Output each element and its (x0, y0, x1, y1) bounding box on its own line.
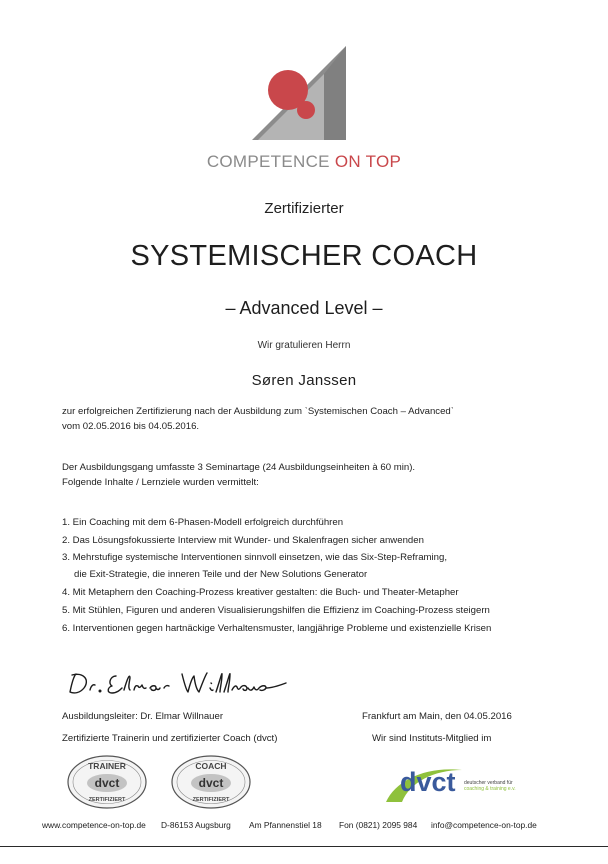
learning-goals-list (62, 514, 491, 638)
brand-part-1: COMPETENCE (206, 152, 335, 171)
certificate-level: – Advanced Level – (225, 298, 383, 318)
program-description (62, 460, 415, 490)
training-leader: Ausbildungsleiter: Dr. Elmar Willnauer (62, 711, 224, 722)
certificate-title: SYSTEMISCHER COACH (130, 240, 478, 272)
footer-website: www.competence-on-top.de (42, 820, 146, 830)
list-item: 5. Mit Stühlen, Figuren und anderen Visualisierungshilfen die Effizienz im Coaching-Prozess steigern (62, 605, 490, 616)
program-line-1: Der Ausbildungsgang umfasste 3 Seminartage (24 Ausbildungseinheiten à 60 min). (62, 462, 416, 473)
svg-text:dvct: dvct (400, 767, 456, 797)
coach-seal-icon (170, 754, 252, 810)
footer-email: info@competence-on-top.de (431, 820, 537, 830)
brand-name (0, 152, 608, 172)
svg-text:COACH: COACH (195, 761, 227, 771)
svg-text:deutscher verband für: deutscher verband für (464, 780, 513, 786)
statement-line-1: zur erfolgreichen Zertifizierung nach der Ausbildung zum ˋSystemischen Coach – Advancedˋ (62, 406, 454, 417)
list-item-continuation: die Exit-Strategie, die inneren Teile und der New Solutions Generator (74, 569, 368, 580)
svg-text:dvct: dvct (94, 776, 120, 790)
program-line-2: Folgende Inhalte / Lernziele wurden vermittelt: (62, 477, 259, 488)
svg-text:ZERTIFIZIERT: ZERTIFIZIERT (192, 797, 230, 803)
place-and-date: Frankfurt am Main, den 04.05.2016 (362, 711, 512, 722)
list-item: 2. Das Lösungsfokussierte Interview mit Wunder- und Skalenfragen sicher anwenden (62, 535, 424, 546)
competence-logo-icon (248, 44, 352, 142)
certificate-subhead: Zertifizierter (264, 200, 344, 217)
certification-statement (62, 404, 454, 434)
list-item: 4. Mit Metaphern den Coaching-Prozess kreativer gestalten: die Buch- und Theater-Metapher (62, 587, 459, 598)
svg-text:dvct: dvct (198, 776, 224, 790)
footer-city: D-86153 Augsburg (161, 820, 231, 830)
trainer-seal-icon (66, 754, 148, 810)
brand-part-2: ON TOP (334, 152, 402, 171)
recipient-name: Søren Janssen (251, 372, 357, 389)
svg-text:TRAINER: TRAINER (88, 761, 126, 771)
membership-note: Wir sind Instituts-Mitglied im (372, 733, 492, 744)
footer-phone: Fon (0821) 2095 984 (339, 820, 418, 830)
dvct-logo-icon (380, 758, 520, 808)
handwritten-signature (64, 666, 294, 700)
list-item-text: 3. Mehrstufige systemische Interventionen sinnvoll einsetzen, wie das Six-Step-Reframing, (62, 552, 447, 563)
certified-trainer-note: Zertifizierte Trainerin und zertifizierter Coach (dvct) (62, 733, 278, 744)
bottom-edge-line (0, 846, 608, 847)
svg-text:ZERTIFIZIERT: ZERTIFIZIERT (88, 797, 126, 803)
footer-street: Am Pfannenstiel 18 (249, 820, 322, 830)
list-item: 1. Ein Coaching mit dem 6-Phasen-Modell erfolgreich durchführen (62, 517, 344, 528)
svg-text:coaching & training e.v.: coaching & training e.v. (464, 786, 516, 792)
list-item: 6. Interventionen gegen hartnäckige Verhaltensmuster, langjährige Probleme und existenzielle Krisen (62, 623, 492, 634)
greeting: Wir gratulieren Herrn (257, 340, 351, 351)
list-item (62, 550, 491, 584)
statement-line-2: vom 02.05.2016 bis 04.05.2016. (62, 421, 200, 432)
